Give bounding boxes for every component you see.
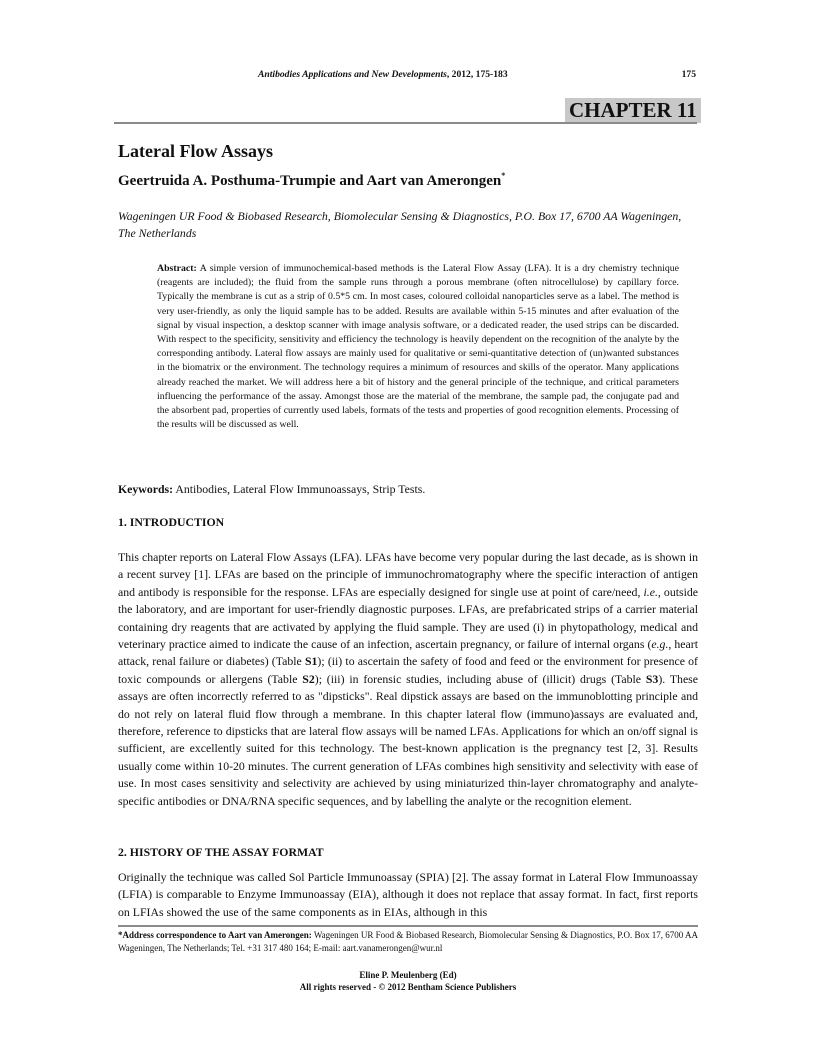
intro-text: This chapter reports on Lateral Flow Assays (LFA). LFAs have become very popular during the last decade, as is shown in a recent survey [1]. LFAs are based on the principle of immunochromatography where the specific interaction of antigen and antibody is responsible for the response. LFAs are especially designed for single use at point of care/need, — [118, 550, 698, 599]
journal-name: Antibodies Applications and New Developments — [258, 69, 447, 80]
correspondence-footnote — [118, 929, 698, 954]
intro-text: ); (ii) to ascertain the safety of food and feed or the environment for presence of toxic compounds or allergens (Table — [118, 654, 698, 686]
introduction-paragraph — [118, 549, 698, 810]
section-heading-introduction: 1. INTRODUCTION — [118, 515, 225, 529]
footnote-divider — [118, 925, 698, 927]
abstract — [157, 262, 679, 432]
intro-text: ). These assays are often incorrectly referred to as "dipsticks". Real dipstick assays are based on the immunoblotting principle and do not rely on lateral fluid flow through a membrane. In this chapter lateral flow (immuno)assays are evaluated and, therefore, reference to dipsticks that are lateral flow assays will be named LFAs. Applications for which an on/off signal is sufficient, are excellently suited for this technology. The best-known application is the pregnancy test [2, 3]. Results usually come within 10-20 minutes. The current generation of LFAs combines high sensitivity and selectivity with ease of use. In most cases sensitivity and selectivity are achieved by using miniaturized thin-layer chromatography and analyte-specific antibodies or DNA/RNA specific sequences, and by labelling the analyte or the recognition element. — [118, 671, 699, 808]
chapter-divider — [114, 122, 697, 124]
keywords-text: Antibodies, Lateral Flow Immunoassays, Strip Tests. — [173, 482, 426, 496]
intro-text: , heart attack, renal failure or diabetes) (Table — [118, 637, 698, 669]
intro-text: ); (iii) in forensic studies, including abuse of (illicit) drugs (Table — [314, 671, 646, 686]
footnote-text: Wageningen UR Food & Biobased Research, Biomolecular Sensing & Diagnostics, P.O. Box 17, 6700 AA Wageningen, The Netherlands; Tel. +31 317 480 164; E-mail: aart.vanamerongen@wur.nl — [118, 930, 699, 953]
table-ref-s2: S2 — [302, 671, 315, 686]
copyright-notice: All rights reserved - © 2012 Bentham Science Publishers — [299, 982, 517, 992]
page-footer — [118, 969, 698, 993]
table-ref-s1: S1 — [304, 654, 318, 669]
page-number: 175 — [681, 69, 696, 80]
corresponding-author-mark: * — [501, 171, 506, 180]
affiliation: Wageningen UR Food & Biobased Research, Biomolecular Sensing & Diagnostics, P.O. Box 17, 6700 AA Wageningen, The Netherlands — [118, 209, 682, 240]
intro-ie: i.e. — [643, 584, 658, 599]
footnote-label: *Address correspondence to Aart van Amerongen: — [118, 930, 312, 940]
table-ref-s3: S3 — [645, 671, 659, 686]
author-names: Geertruida A. Posthuma-Trumpie and Aart van Amerongen — [118, 173, 502, 189]
history-paragraph: Originally the technique was called Sol Particle Immunoassay (SPIA) [2]. The assay format in Lateral Flow Immunoassay (LFIA) is comparable to Enzyme Immunoassay (EIA), although it does not replace that assay format. In fact, first reports on LFIAs showed the use of the same components as in EIAs, although in this — [118, 870, 698, 919]
section-heading-history: 2. HISTORY OF THE ASSAY FORMAT — [118, 845, 324, 859]
journal-citation: , 2012, 175-183 — [446, 69, 508, 80]
running-head — [258, 69, 508, 80]
intro-text: , outside the laboratory, and are important for user-friendly diagnostic purposes. LFAs, are prefabricated strips of a carrier material containing dry reagents that are activated by applying the fluid sample. They are used (i) in phytopathology, medical and veterinary practice aimed to indicate the cause of an infection, ascertain pregnancy, or failure of internal organs ( — [118, 584, 699, 652]
editor-credit: Eline P. Meulenberg (Ed) — [359, 970, 457, 980]
abstract-text: A simple version of immunochemical-based methods is the Lateral Flow Assay (LFA). It is a dry chemistry technique (reagents are included); the fluid from the sample runs through a porous membrane (often nitrocellulose) by capillary force. Typically the membrane is cut as a strip of 0.5*5 cm. In most cases, coloured colloidal nanoparticles serve as a label. The method is very user-friendly, as only the liquid sample has to be added. Results are available within 5-15 minutes and after evaluation of the signal by visual inspection, a desktop scanner with image analysis software, or a dedicated reader, the used strips can be discarded. With respect to the specificity, sensitivity and efficiency the technology is heavily dependent on the recognition of the analyte by the corresponding antibody. Lateral flow assays are mainly used for qualitative or semi-quantitative detection of (un)wanted substances in the biomatrix or the environment. The technology requires a minimum of resources and skills of the operator. Many applications already reached the market. We will address here a bit of history and the general principle of the technique, and critical parameters influencing the performance of the assay. Amongst those are the material of the membrane, the sample pad, the conjugate pad and the absorbent pad, properties of currently used labels, formats of the tests and properties of good recognition elements. Processing of the results will be discussed as well. — [157, 263, 679, 431]
article-title: Lateral Flow Assays — [118, 141, 273, 161]
abstract-label: Abstract: — [157, 263, 197, 274]
intro-eg: e.g. — [651, 637, 669, 652]
article-authors — [118, 173, 505, 190]
keywords — [118, 482, 698, 497]
chapter-label: CHAPTER 11 — [565, 98, 701, 123]
keywords-label: Keywords: — [118, 482, 174, 496]
